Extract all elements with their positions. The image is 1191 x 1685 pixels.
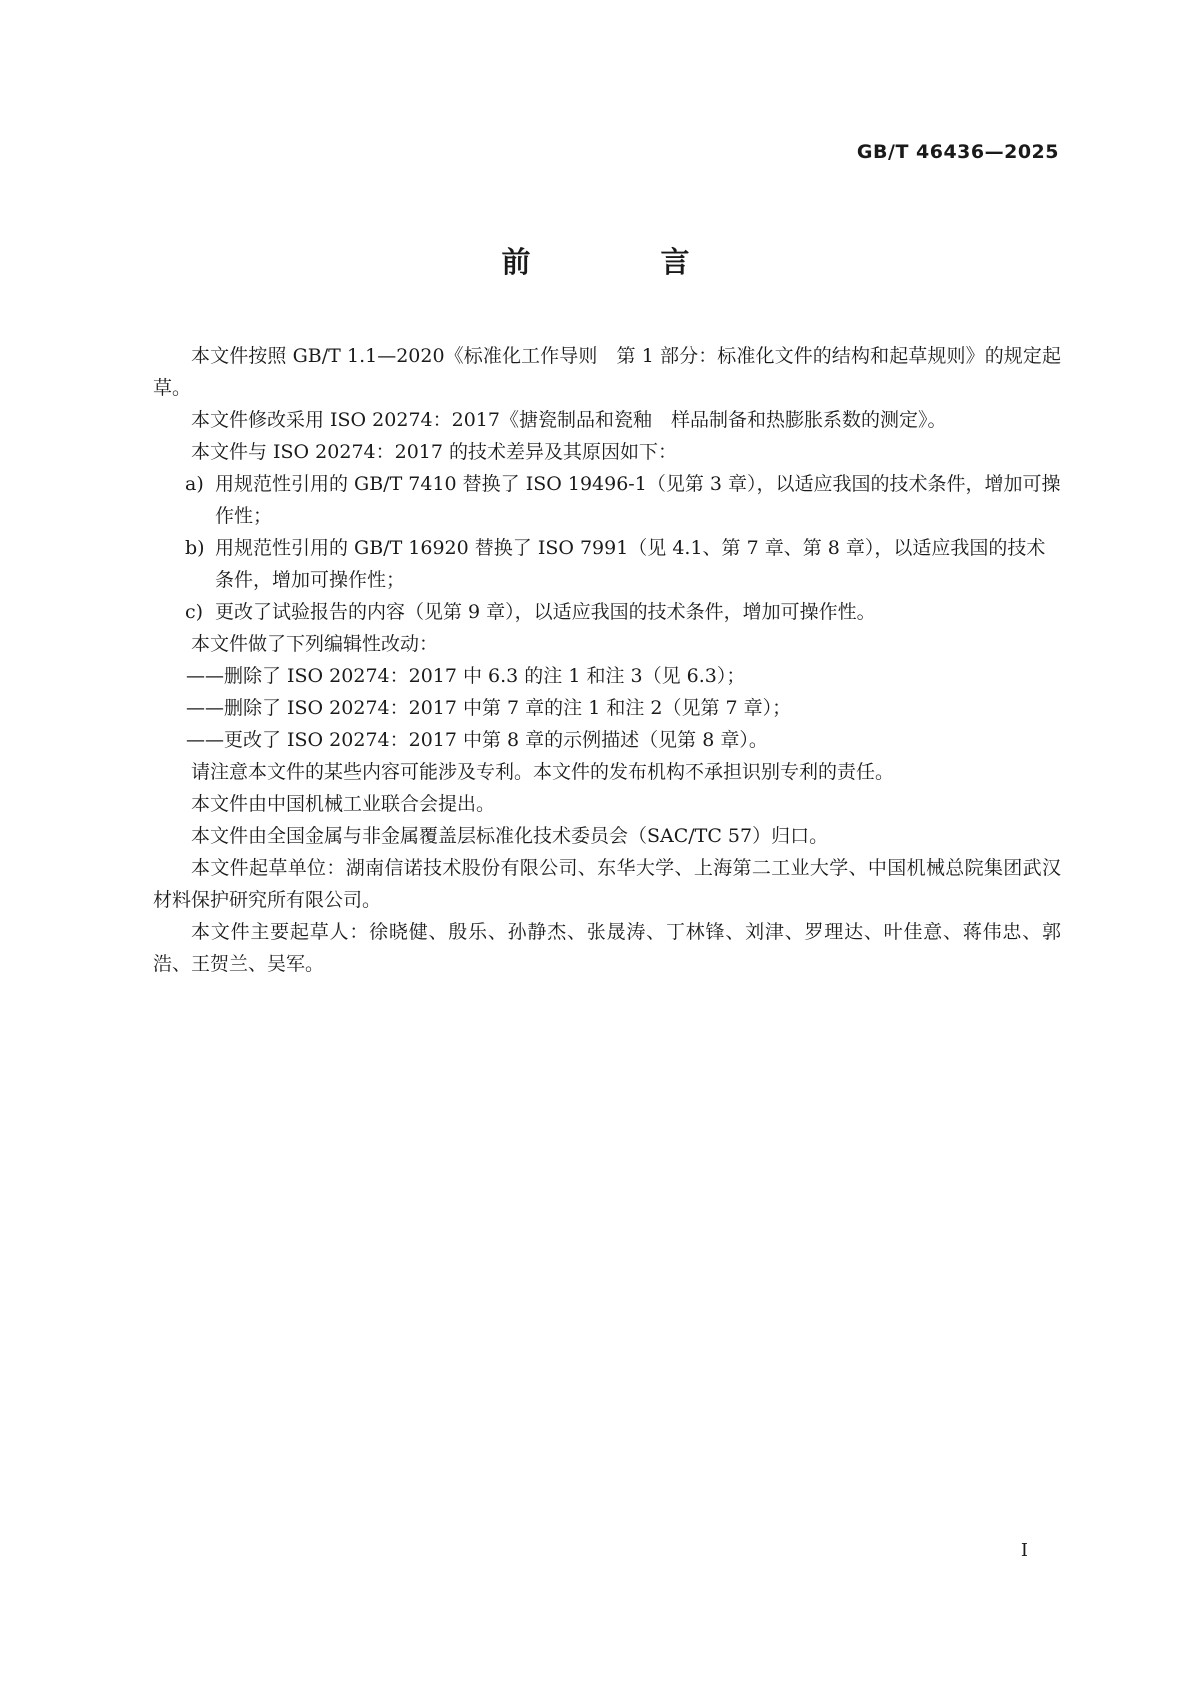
list-item [153, 468, 1061, 532]
paragraph-drafting-rules: 本文件按照 GB/T 1.1—2020《标准化工作导则 第 1 部分：标准化文件的结构和起草规则》的规定起草。 [153, 345, 1061, 399]
paragraph-proposer: 本文件由中国机械工业联合会提出。 [191, 793, 496, 815]
paragraph-drafters: 本文件主要起草人：徐晓健、殷乐、孙静杰、张晟涛、丁林锋、刘津、罗理达、叶佳意、蒋伟忠、郭浩、王贺兰、吴军。 [153, 921, 1061, 975]
dash-item: ——删除了 ISO 20274：2017 中第 7 章的注 1 和注 2（见第 7 章）； [186, 697, 792, 719]
list-item-text: 用规范性引用的 GB/T 16920 替换了 ISO 7991（见 4.1、第 7 章、第 8 章），以适应我国的技术条件，增加可操作性； [215, 537, 1046, 591]
list-item-text: 更改了试验报告的内容（见第 9 章），以适应我国的技术条件，增加可操作性。 [215, 601, 876, 623]
list-marker: c) [185, 601, 204, 623]
page-number: I [1020, 1540, 1028, 1561]
page-title: 前 言 [501, 245, 750, 279]
paragraph-differences-intro: 本文件与 ISO 20274：2017 的技术差异及其原因如下： [191, 441, 678, 463]
dash-item: ——删除了 ISO 20274：2017 中 6.3 的注 1 和注 3（见 6.3）； [186, 665, 746, 687]
list-marker: a) [185, 473, 204, 495]
paragraph-committee: 本文件由全国金属与非金属覆盖层标准化技术委员会（SAC/TC 57）归口。 [191, 825, 829, 847]
paragraph-patent-notice: 请注意本文件的某些内容可能涉及专利。本文件的发布机构不承担识别专利的责任。 [191, 761, 895, 783]
paragraph-adoption: 本文件修改采用 ISO 20274：2017《搪瓷制品和瓷釉 样品制备和热膨胀系数的测定》。 [191, 409, 947, 431]
list-item [153, 596, 1061, 628]
paragraph-drafting-units: 本文件起草单位：湖南信诺技术股份有限公司、东华大学、上海第二工业大学、中国机械总院集团武汉材料保护研究所有限公司。 [153, 857, 1061, 911]
list-item-text: 用规范性引用的 GB/T 7410 替换了 ISO 19496-1（见第 3 章），以适应我国的技术条件，增加可操作性； [215, 473, 1061, 527]
list-marker: b) [185, 537, 205, 559]
paragraph-editorial-intro: 本文件做了下列编辑性改动： [191, 633, 439, 655]
standard-number: GB/T 46436—2025 [856, 141, 1059, 163]
preface-body [153, 340, 1061, 980]
dash-item: ——更改了 ISO 20274：2017 中第 8 章的示例描述（见第 8 章）。 [186, 729, 768, 751]
list-item [153, 532, 1061, 596]
